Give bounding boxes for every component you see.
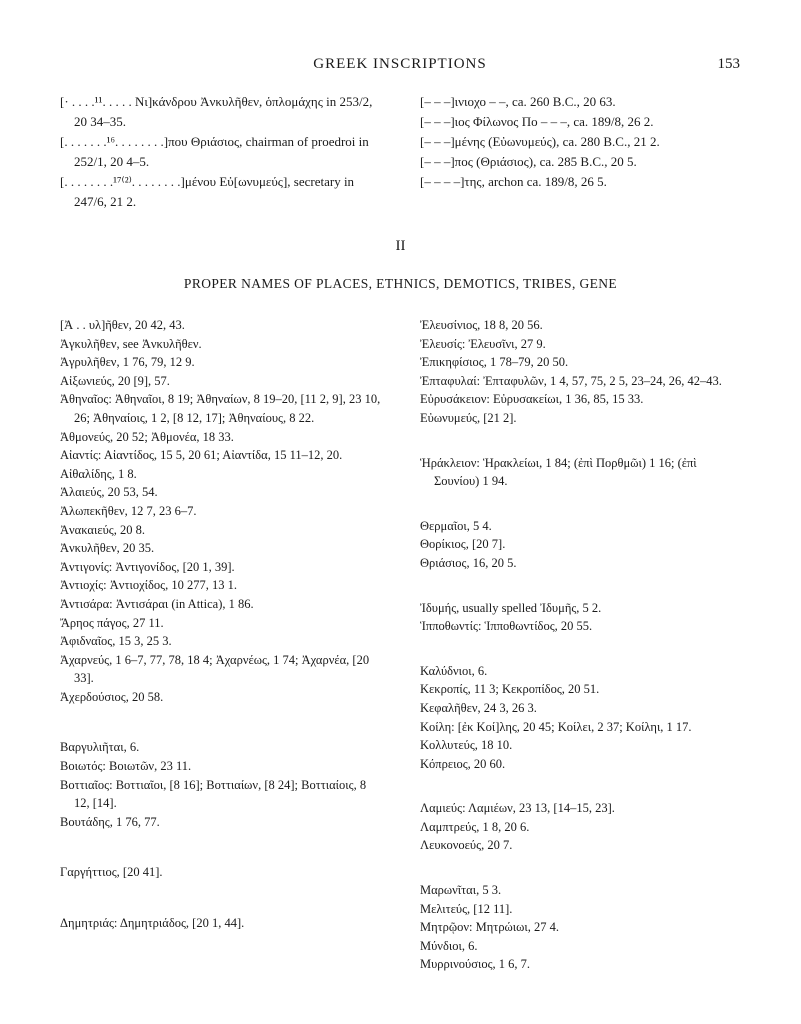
index-entry: Ἀνακαιεύς, 20 8. (60, 522, 145, 537)
index-entry: [– – – –]της, archon ca. 189/8, 26 5. (420, 174, 607, 189)
index-entry: Ἀγρυλῆθεν, 1 76, 79, 12 9. (60, 355, 195, 370)
index-entry: [. . . . . . . .¹⁷⁽²⁾. . . . . . . .]μένου Εὐ[ωνυμεύς], secretary in 247/6, 21 2. (60, 174, 355, 209)
section-title: PROPER NAMES OF PLACES, ETHNICS, DEMOTICS, TRIBES, GENE (183, 276, 618, 291)
page-number: 153 (717, 56, 740, 72)
index-entry: Ἰδυμής, usually spelled Ἰδυμῆς, 5 2. (420, 600, 602, 615)
index-entry: [Ἀ . . υλ]ῆθεν, 20 42, 43. (60, 318, 185, 332)
index-entry: Βαργυλιῆται, 6. (60, 740, 140, 755)
index-entry: Εὐωνυμεύς, [21 2]. (420, 410, 517, 425)
index-entry: Βοιωτός: Βοιωτῶν, 23 11. (60, 759, 192, 774)
index-entry: Ἀχερδούσιος, 20 58. (60, 689, 164, 704)
index-entry: Εὐρυσάκειον: Εὐρυσακείωι, 1 36, 85, 15 33. (420, 392, 644, 407)
index-entry: Λαμιεύς: Λαμιέων, 23 13, [14–15, 23]. (420, 801, 615, 816)
index-entry: [– – –]ινιοχο – –, ca. 260 B.C., 20 63. (420, 94, 616, 109)
index-entry: Θορίκιος, [20 7]. (420, 537, 506, 552)
index-entry: Κοίλη: [ἐκ Κοί]λης, 20 45; Κοίλει, 2 37; Κοίληι, 1 17. (420, 719, 692, 734)
index-entry: Μελιτεύς, [12 11]. (420, 901, 513, 916)
index-entry: Μαρωνῖται, 5 3. (420, 883, 502, 898)
index-entry: Ἀφιδναῖος, 15 3, 25 3. (60, 634, 172, 649)
index-entry: Δημητριάς: Δημητριάδος, [20 1, 44]. (60, 916, 245, 931)
index-entry: Ἱπποθωντίς: Ἱπποθωντίδος, 20 55. (420, 619, 593, 634)
index-entry: Αἰθαλίδης, 1 8. (60, 466, 137, 481)
index-entry: Λαμπτρεύς, 1 8, 20 6. (420, 819, 530, 834)
section-number: II (395, 238, 406, 254)
index-entry: [– – –]ιος Φίλωνος Πο – – –, ca. 189/8, 26 2. (420, 114, 654, 129)
index-entry: Ἀντισάρα: Ἀντισάραι (in Attica), 1 86. (60, 596, 254, 611)
index-entry: Ἐλευσίς: Ἐλευσῖνι, 27 9. (420, 336, 546, 351)
index-entry: Ἐλευσίνιος, 18 8, 20 56. (420, 318, 543, 332)
index-entry: Ἀχαρνεύς, 1 6–7, 77, 78, 18 4; Ἀχαρνέως, 1 74; Ἀχαρνέα, [20 33]. (60, 652, 370, 686)
index-entry: Λευκονοεύς, 20 7. (420, 838, 513, 853)
index-entry: [· . . . .¹¹. . . . . Νι]κάνδρου Ἀνκυλῆθεν, ὁπλομάχης in 253/2, 20 34–35. (60, 94, 373, 129)
index-entry: [. . . . . . .¹⁶. . . . . . . .]που Θριάσιος, chairman of proedroi in 252/1, 20 4–5. (60, 134, 369, 169)
running-title: GREEK INSCRIPTIONS (313, 56, 487, 72)
index-entry: Κολλυτεύς, 18 10. (420, 738, 513, 753)
index-entry: Αἰαντίς: Αἰαντίδος, 15 5, 20 61; Αἰαντίδα, 15 11–12, 20. (60, 448, 343, 463)
index-entry: Ἀνκυλῆθεν, 20 35. (60, 541, 155, 556)
index-entry: Ἀντιοχίς: Ἀντιοχίδος, 10 277, 13 1. (60, 578, 237, 593)
index-entry: Μύνδιοι, 6. (420, 938, 478, 953)
index-entry: Αἰξωνιεύς, 20 [9], 57. (60, 373, 170, 388)
top-right-column (420, 92, 740, 192)
index-entry: Ἀλωπεκῆθεν, 12 7, 23 6–7. (60, 503, 197, 518)
index-entry: Ἡράκλειον: Ἡρακλείωι, 1 84; (ἐπὶ Πορθμῶι) 1 16; (ἐπὶ Σουνίου) 1 94. (420, 455, 697, 489)
index-entry: Θερμαῖοι, 5 4. (420, 518, 492, 533)
index-entry: Καλύδνιοι, 6. (420, 663, 488, 678)
index-entry: Κεφαλῆθεν, 24 3, 26 3. (420, 700, 537, 715)
index-entry: Κόπρειος, 20 60. (420, 756, 506, 771)
index-right-column (420, 316, 742, 974)
index-entry: Γαργήττιος, [20 41]. (60, 865, 163, 880)
index-entry: Ἀγκυλῆθεν, see Ἀνκυλῆθεν. (60, 336, 202, 351)
index-entry: Βοττιαῖος: Βοττιαῖοι, [8 16]; Βοττιαίων, [8 24]; Βοττιαίοις, 8 12, [14]. (60, 777, 367, 811)
index-entry: [– – –]πος (Θριάσιος), ca. 285 B.C., 20 5. (420, 154, 637, 169)
index-entry: Θριάσιος, 16, 20 5. (420, 555, 517, 570)
index-entry: [– – –]μένης (Εὐωνυμεύς), ca. 280 B.C., 21 2. (420, 134, 660, 149)
index-entry: Ἀντιγονίς: Ἀντιγονίδος, [20 1, 39]. (60, 559, 235, 574)
index-entry: Ἀθμονεύς, 20 52; Ἀθμονέα, 18 33. (60, 429, 234, 444)
index-entry: Ἀθηναῖος: Ἀθηναῖοι, 8 19; Ἀθηναίων, 8 19–20, [11 2, 9], 23 10, 26; Ἀθηναίοις, 1 2, [8 12, 17]; Ἀθηναίους, 8 22. (60, 392, 381, 425)
index-entry: Βουτάδης, 1 76, 77. (60, 814, 160, 829)
running-head (60, 56, 740, 76)
index-entry: Μητρῷον: Μητρώιωι, 27 4. (420, 920, 559, 935)
top-left-column (60, 92, 382, 212)
index-entry: Ἄρηος πάγος, 27 11. (60, 615, 164, 630)
index-entry: Ἐπικηφίσιος, 1 78–79, 20 50. (420, 355, 569, 370)
index-entry: Μυρρινούσιος, 1 6, 7. (420, 957, 531, 972)
index-left-column (60, 316, 382, 933)
index-entry: Ἐπταφυλαί: Ἐπταφυλῶν, 1 4, 57, 75, 2 5, 23–24, 26, 42–43. (420, 373, 722, 388)
index-entry: Κεκροπίς, 11 3; Κεκροπίδος, 20 51. (420, 682, 600, 697)
index-entry: Ἁλαιεύς, 20 53, 54. (60, 485, 158, 500)
